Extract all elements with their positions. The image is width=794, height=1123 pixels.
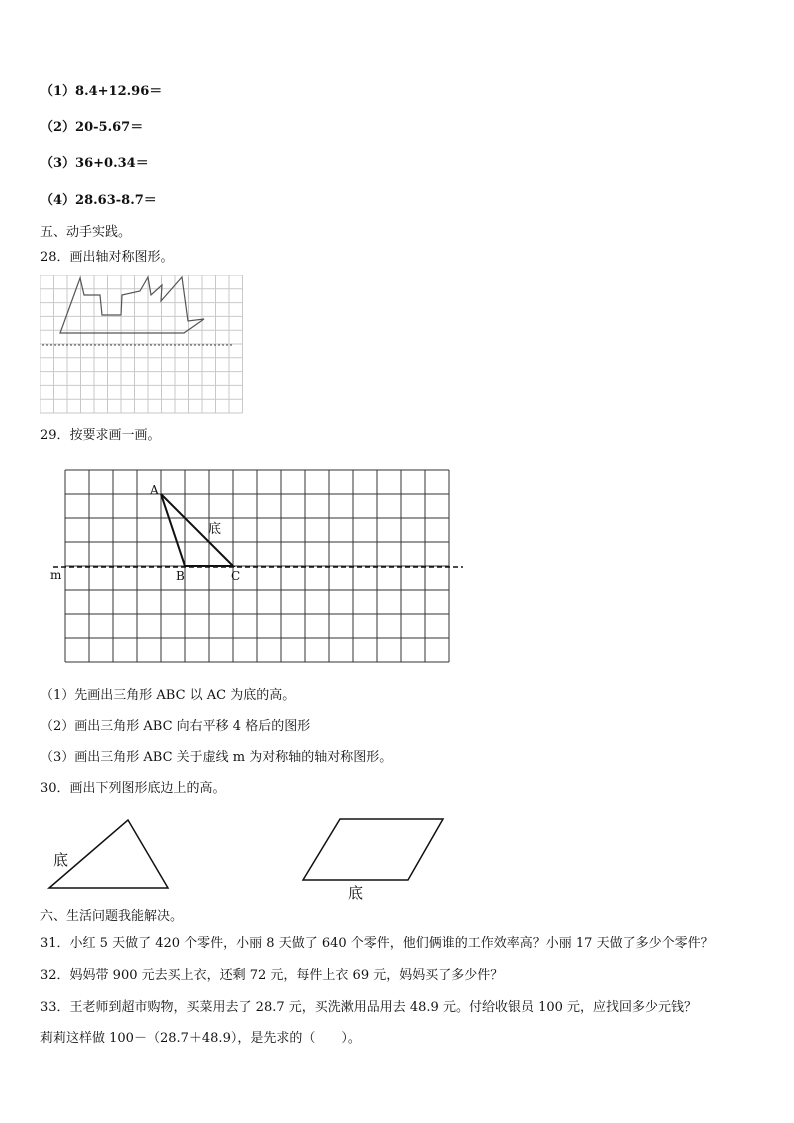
- calc-item-1: （1）8.4+12.96＝: [40, 84, 163, 99]
- calc-item-3: （3）36+0.34＝: [40, 156, 149, 171]
- q30-parallelogram-base-label: 底: [348, 884, 364, 902]
- section-6-title: 六、生活问题我能解决。: [40, 909, 184, 924]
- section-5-title: 五、动手实践。: [40, 225, 132, 240]
- q29-sub-2: （2）画出三角形 ABC 向右平移 4 格后的图形: [40, 719, 311, 734]
- q29-sub-3: （3）画出三角形 ABC 关于虚线 m 为对称轴的轴对称图形。: [40, 750, 393, 765]
- calc-item-4: （4）28.63-8.7＝: [40, 193, 157, 208]
- q29-grid: [65, 470, 449, 662]
- question-33: 33．王老师到超市购物，买菜用去了 28.7 元，买洗漱用品用去 48.9 元。付给收银员 100 元，应找回多少元钱？: [40, 1000, 698, 1015]
- vertex-label-c: C: [231, 569, 241, 583]
- question-33-followup: 莉莉这样做 100－（28.7＋48.9），是先求的（ ）。: [40, 1031, 361, 1046]
- calc-item-2: （2）20-5.67＝: [40, 120, 144, 135]
- q29-grid-figure: [45, 465, 470, 670]
- base-label-ac: 底: [208, 522, 222, 537]
- q29-sub-1: （1）先画出三角形 ABC 以 AC 为底的高。: [40, 688, 296, 703]
- q28-grid-figure: [40, 275, 246, 415]
- vertex-label-b: B: [176, 569, 185, 583]
- q28-half-shape: [60, 277, 204, 333]
- question-32: 32．妈妈带 900 元去买上衣，还剩 72 元，每件上衣 69 元，妈妈买了多少件？: [40, 968, 504, 983]
- q30-triangle-base-label: 底: [53, 851, 69, 869]
- question-29-text: 29．按要求画一画。: [40, 428, 161, 443]
- question-28-text: 28．画出轴对称图形。: [40, 250, 174, 265]
- question-31: 31．小红 5 天做了 420 个零件，小丽 8 天做了 640 个零件，他们俩谁的工作效率高？小丽 17 天做了多少个零件？: [40, 936, 714, 951]
- q28-grid: [40, 275, 243, 413]
- question-30-text: 30．画出下列图形底边上的高。: [40, 781, 226, 796]
- vertex-label-a: A: [150, 483, 159, 497]
- q30-figures: [40, 810, 460, 905]
- triangle-abc: [161, 494, 233, 566]
- q30-parallelogram: [303, 819, 443, 880]
- axis-label-m: m: [50, 568, 62, 582]
